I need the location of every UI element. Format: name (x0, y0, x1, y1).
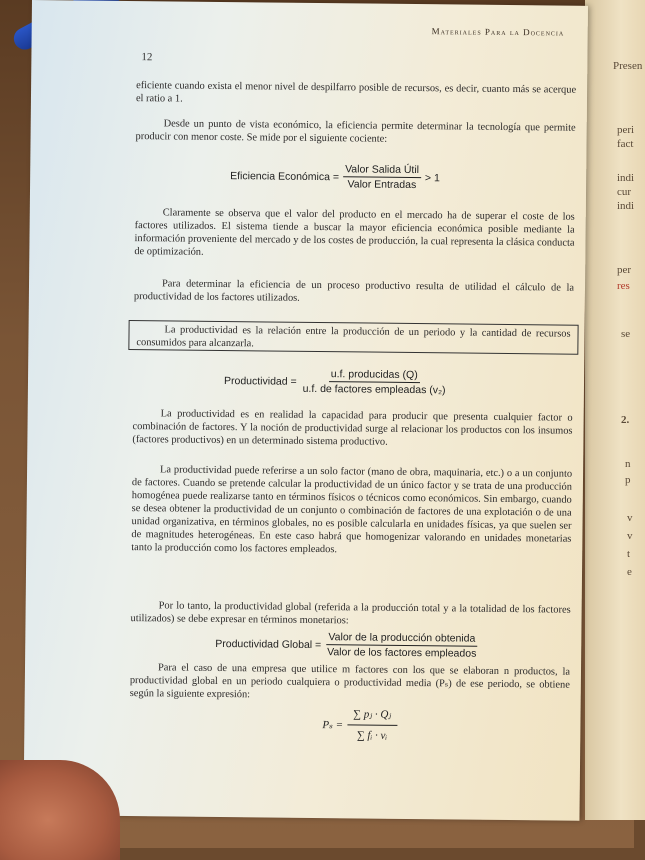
paragraph: Por lo tanto, la productividad global (referida a la producción total y a la totalidad de los factores utilizados) se debe expresar en términos monetarios: (130, 600, 571, 627)
equation-denominator: Valor de los factores empleados (327, 646, 477, 660)
equation-lhs: Productividad Global = (215, 637, 322, 651)
adjacent-page-text: t (627, 548, 631, 560)
equation-average-productivity (322, 703, 401, 746)
paragraph: eficiente cuando exista el menor nivel de despilfarro posible de recursos, es decir, cuanto más se acerque el ratio a 1. (135, 80, 577, 105)
paragraph: Para determinar la eficiencia de un proceso productivo resulta de utilidad el cálculo de la productividad de los factores utilizados. (133, 278, 575, 304)
equation-denominator: Valor Entradas (347, 178, 417, 192)
equation-numerator: Valor de la producción obtenida (326, 631, 477, 647)
adjacent-page-text: fact (617, 138, 634, 150)
paragraph: La productividad es en realidad la capacidad para producir que presenta cualquier factor o combinación de factores. Y la noción de productividad surge al relacionar los productos con los insumos (factores productivos) en un determinado sistema productivo. (132, 408, 573, 448)
document-page (23, 0, 588, 821)
page-number: 12 (141, 51, 153, 64)
equation-fraction (301, 368, 448, 397)
adjacent-page-text: cur (617, 186, 632, 198)
equation-denominator: ∑ fᵢ · vᵢ (356, 729, 388, 742)
adjacent-page-text: n (625, 458, 631, 470)
adjacent-page-text: peri (617, 124, 635, 136)
equation-numerator: Valor Salida Útil (343, 163, 421, 178)
equation-numerator: u.f. producidas (Q) (329, 368, 420, 383)
paragraph: Desde un punto de vista económico, la eficiencia permite determinar la tecnología que permite producir con menor coste. Se mide por el siguiente cociente: (135, 118, 576, 145)
equation-fraction (343, 163, 421, 191)
adjacent-page-text: Presen (613, 60, 643, 72)
equation-lhs: Productividad = (223, 374, 297, 388)
equation-lhs: Pₛ = (322, 718, 344, 731)
adjacent-page-text: per (617, 264, 632, 276)
equation-efficiency (230, 162, 440, 191)
adjacent-page-text: indi (617, 200, 635, 212)
adjacent-page-text: 2. (621, 414, 630, 426)
equation-lhs: Eficiencia Económica = (230, 169, 340, 183)
paragraph: La productividad puede referirse a un solo factor (mano de obra, maquinaria, etc.) o a un conjunto de factores. Cuando se pretende calcular la productividad de un único factor y se trata de una producción homogénea puede realizarse tanto en términos físicos o técnicos como económicos. Sin embargo, cuando se desea obtener la productividad de un conjunto o combinación de factores de una explotación o de una unidad organizativa, en términos globales, no es posible calcularla en unidades físicas, ya que suelen ser de magnitudes heterogéneas. En este caso habrá que homogenizar valorando en unidades monetarias tanto la producción como los factores empleados. (131, 464, 573, 556)
equation-rhs: > 1 (424, 171, 440, 184)
paragraph: Claramente se observa que el valor del producto en el mercado ha de superar el coste de los factores utilizados. El sistema tiende a buscar la mayor eficiencia económica posible mediante la información proveniente del mercado y de los costes de producción, la cual representa la clásica conducta de optimización. (134, 207, 575, 258)
equation-denominator: u.f. de factores empleadas (v₂) (302, 382, 446, 397)
equation-fraction (325, 631, 479, 660)
adjacent-page (585, 0, 645, 820)
equation-fraction (347, 703, 398, 746)
adjacent-page-text: v (627, 530, 633, 542)
equation-global-productivity (215, 630, 482, 660)
adjacent-page-text: se (621, 328, 631, 340)
definition-text: La productividad es la relación entre la producción de un periodo y la cantidad de recursos consumidos para alcanzarla. (136, 324, 571, 350)
equation-productivity (224, 367, 452, 396)
adjacent-page-text: res (617, 280, 630, 292)
running-header: Materiales Para la Docencia (431, 26, 565, 38)
equation-numerator: ∑ pⱼ · Qⱼ (347, 703, 397, 726)
paragraph: Para el caso de una empresa que utilice m factores con los que se elaboran n productos, la productividad global en un periodo cualquiera o productividad media (Pₛ) de ese periodo, se obtiene según la siguiente expresión: (129, 662, 571, 701)
adjacent-page-text: indi (617, 172, 635, 184)
adjacent-page-text: e (627, 566, 632, 578)
adjacent-page-text: p (625, 474, 631, 486)
adjacent-page-text: v (627, 512, 633, 524)
